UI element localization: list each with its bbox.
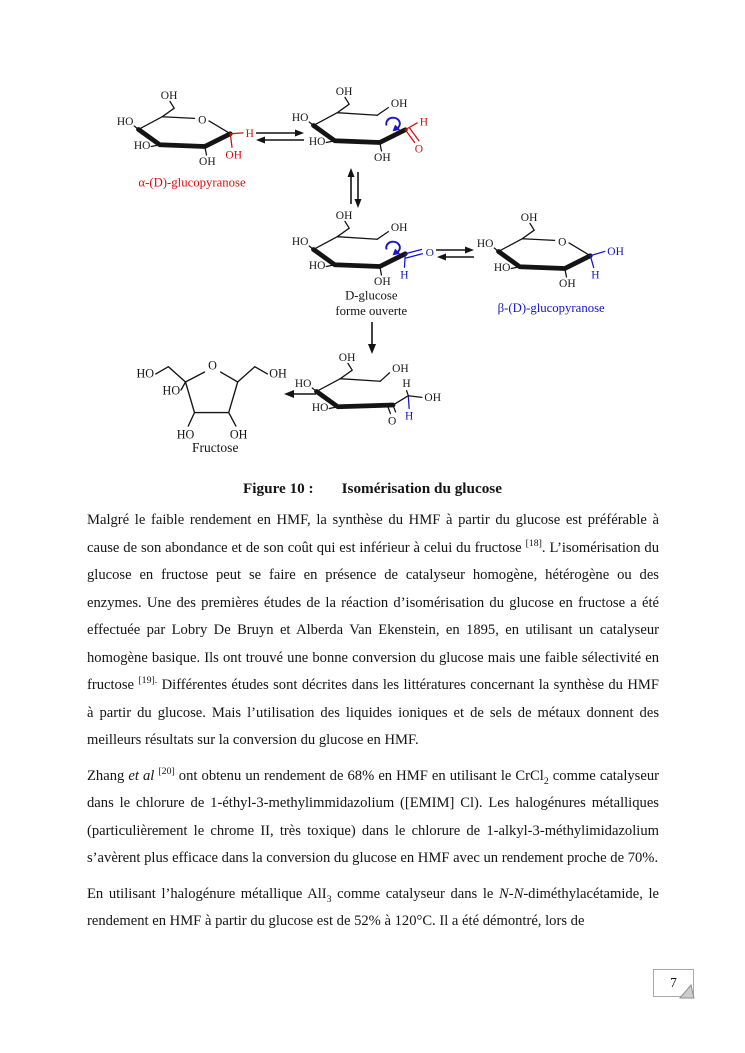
atom-label-h-blue: H: [400, 269, 409, 282]
structure-keto-form: [295, 352, 441, 428]
figure-caption: [0, 480, 745, 498]
arrow-head: [256, 137, 265, 144]
atom-label-oh: OH: [392, 362, 409, 375]
structure-fructose: [136, 358, 287, 455]
bold-bond-path: [314, 249, 406, 266]
atom-label-oh: OH: [229, 427, 248, 442]
atom-label-oh: OH: [424, 391, 442, 404]
bond-path: [188, 413, 194, 427]
atom-label-oh: OH: [269, 366, 287, 381]
atom-label-oh: OH: [374, 152, 391, 165]
bond-path: [408, 396, 422, 398]
atom-label-ho: HO: [116, 116, 134, 129]
left-arrow: [284, 390, 316, 398]
bond-path: [162, 101, 174, 116]
atom-label-oh: OH: [520, 211, 538, 224]
atom-label-oh: OH: [559, 278, 576, 291]
bond-path-red: [230, 133, 243, 134]
bond-path: [380, 373, 389, 382]
bond-path-blue: [404, 254, 405, 268]
equilibrium-arrow-1: [256, 130, 304, 144]
atom-label-o-blue: O: [425, 247, 434, 260]
bond-path: [181, 382, 186, 390]
atom-label-o-ketone: O: [388, 415, 397, 428]
page-curl-icon: [678, 983, 696, 1000]
bold-bond-path: [314, 125, 406, 142]
equilibrium-arrow-2: [436, 247, 474, 261]
atom-label-ho: HO: [476, 238, 494, 251]
bond-path: [238, 367, 268, 382]
curved-arrow-icon: [386, 118, 400, 128]
down-arrow: [368, 322, 376, 354]
atom-label-o-red: O: [414, 143, 424, 156]
arrow-head: [437, 254, 446, 261]
bond-path: [499, 236, 591, 256]
atom-label-oh: OH: [390, 221, 408, 234]
atom-label-h-red: H: [419, 116, 429, 129]
atom-label-h-blue: H: [591, 269, 600, 282]
figure-caption-label: Figure 10 :: [243, 480, 314, 497]
paragraph-3: En utilisant l’halogénure métallique AlI$_3$ comme catalyseur dans le N-N-diméthylacétamide, le rendement en HMF à partir du glucose est de 52% à 120°C. Il a été démontré, lors de: [87, 885, 659, 929]
page-number-box: [653, 969, 694, 997]
arrow-head: [368, 344, 376, 354]
bond-path: [314, 237, 378, 250]
atom-label-ho: HO: [308, 136, 326, 148]
atom-label-ring-o: O: [208, 358, 217, 373]
atom-label-ho: HO: [311, 402, 329, 414]
bond-path: [186, 372, 238, 413]
structure-beta-glucopyranose: [477, 212, 624, 315]
bond-path: [407, 391, 409, 396]
bond-path: [229, 413, 236, 427]
bond-path-blue: [590, 251, 604, 255]
arrow-head: [355, 199, 362, 208]
bond-path: [393, 396, 408, 405]
body-text: [87, 507, 659, 944]
paragraph-1: Malgré le faible rendement en HMF, la synthèse du HMF à partir du glucose est préférable à cause de son abondance et de son coût qui est inférieur à celui du fructose [18]. L’isomérisation du glucose en fructose peut se faire en présence de catalyseur homogène, hétérogène ou des enzymes. Une des premières études de la réaction d’isomérisation du glucose en fructose a été effectuée par Lobry De Bruyn et Alberda Van Ekenstein, en 1895, en utilisant un catalyseur homogène basique. Ils ont trouvé une bonne conversion du glucose mais une faible sélectivité en fructose $^{[19].}$ Différentes études sont décrites dans les littératures concernant la synthèse du HMF à partir du glucose. Mais l’utilisation des liquides ioniques et de sels de métaux donnent des meilleurs résultats sur la conversion du glucose en HMF.: [87, 512, 659, 748]
bond-path: [314, 113, 378, 126]
bond-path: [377, 108, 388, 116]
atom-label-ho: HO: [294, 378, 312, 391]
figure-diagram: [0, 0, 745, 470]
bold-bond-path: [499, 251, 591, 268]
atom-label-oh: OH: [338, 351, 356, 364]
d-glucose-label-line1: D-glucose: [345, 288, 398, 303]
bond-path: [337, 221, 349, 236]
figure-caption-title: Isomérisation du glucose: [341, 480, 502, 497]
equilibrium-arrow-vertical: [348, 168, 362, 208]
page-number: 7: [670, 975, 677, 990]
atom-label-ho: HO: [291, 112, 309, 125]
atom-label-oh: OH: [374, 276, 391, 289]
atom-label-ring-o: O: [198, 114, 207, 127]
alpha-glucopyranose-label: α-(D)-glucopyranose: [138, 175, 246, 190]
curved-arrow-icon: [386, 242, 400, 252]
atom-label-oh: OH: [335, 85, 353, 98]
atom-label-ho: HO: [308, 260, 326, 272]
atom-label-oh: OH: [390, 97, 408, 110]
arrow-head: [348, 168, 355, 177]
atom-label-h-red: H: [245, 128, 254, 141]
atom-label-h: H: [402, 378, 411, 391]
structure-d-glucose-open: [292, 210, 434, 318]
atom-label-oh: OH: [335, 209, 353, 222]
paragraph-2: Zhang et al [20] ont obtenu un rendement de 68% en HMF en utilisant le CrCl$_2$ comme catalyseur dans le chlorure de 1-éthyl-3-methylimmidazolium ([EMIM] Cl). Les halogénures métalliques (particulièrement le chrome II, très toxique) dans le chlorure de 1-alkyl-3-méthylimidazolium s’avèrent plus efficace dans la conversion du glucose en HMF avec un rendement proche de 70%.: [87, 765, 659, 866]
atom-label-oh-red: OH: [225, 149, 242, 162]
atom-label-ring-o: O: [558, 236, 567, 249]
atom-label-ho: HO: [291, 236, 309, 249]
structure-alpha-glucopyranose: [117, 90, 254, 190]
bond-path: [317, 379, 381, 392]
arrow-head: [465, 247, 474, 254]
atom-label-oh-blue: OH: [607, 245, 624, 258]
atom-label-ho: HO: [493, 262, 511, 274]
beta-glucopyranose-label: β-(D)-glucopyranose: [497, 300, 605, 315]
bond-path-blue: [408, 396, 409, 409]
bond-path: [156, 367, 186, 382]
atom-label-ho: HO: [136, 366, 154, 381]
arrow-head: [295, 130, 304, 137]
bold-bond-path: [139, 129, 231, 146]
atom-label-ho: HO: [176, 427, 195, 442]
bond-path: [522, 223, 534, 238]
d-glucose-label-line2: forme ouverte: [335, 303, 408, 318]
bond-path-red: [405, 123, 417, 130]
atom-label-oh: OH: [160, 89, 178, 102]
structure-open-form-top: [292, 86, 428, 164]
arrow-head: [284, 390, 294, 398]
bond-path: [340, 363, 352, 378]
bond-path-red: [230, 134, 232, 148]
bond-path: [139, 114, 231, 134]
fructose-label: Fructose: [191, 440, 239, 456]
atom-label-oh: OH: [199, 156, 216, 169]
bond-path: [337, 97, 349, 112]
atom-label-h-blue: H: [405, 410, 414, 423]
atom-label-ho: HO: [133, 140, 151, 152]
bond-path-blue: [590, 256, 593, 268]
double-bond-blue: [405, 249, 422, 258]
atom-label-ho: HO: [162, 383, 181, 398]
bond-path: [377, 232, 388, 240]
